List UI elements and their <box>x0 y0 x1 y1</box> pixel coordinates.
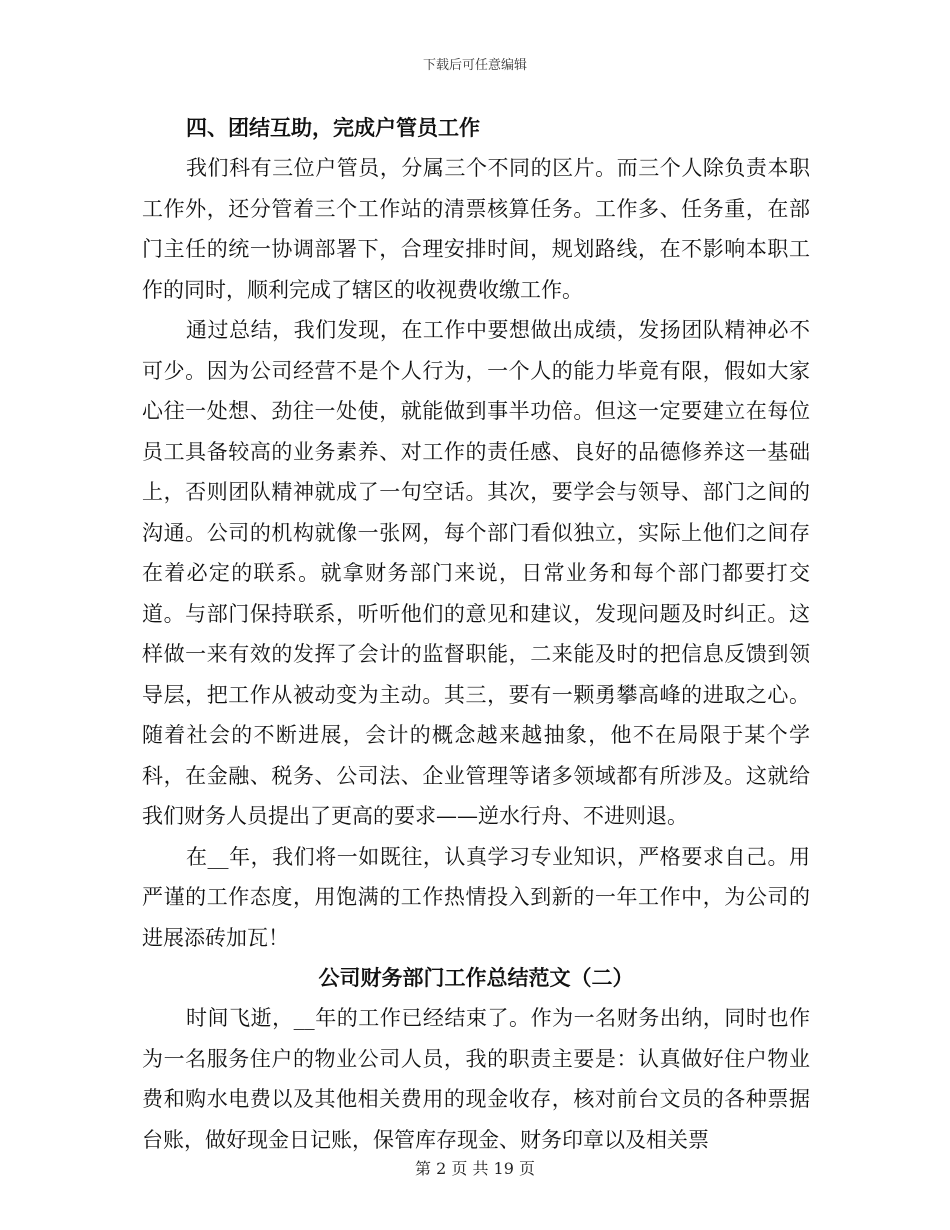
paragraph: 时间飞逝，__年的工作已经结束了。作为一名财务出纳，同时也作为一名服务住户的物业公司人员，我的职责主要是：认真做好住户物业费和购水电费以及其他相关费用的现金收存，核对前台文员的各种票据台账，做好现金日记账，保管库存现金、财务印章以及相关票 <box>142 1006 810 1152</box>
section-title: 公司财务部门工作总结范文（二） <box>318 965 634 990</box>
page-header-note: 下载后可任意编辑 <box>422 58 527 73</box>
paragraph: 在__年，我们将一如既往，认真学习专业知识，严格要求自己。用严谨的工作态度，用饱满的工作热情投入到新的一年工作中，为公司的进展添砖加瓦！ <box>142 844 810 950</box>
section-heading: 四、团结互助，完成户管员工作 <box>186 115 480 140</box>
paragraph: 我们科有三位户管员，分属三个不同的区片。而三个人除负责本职工作外，还分管着三个工作站的清票核算任务。工作多、任务重，在部门主任的统一协调部署下，合理安排时间，规划路线，在不影响本职工作的同时，顺利完成了辖区的收视费收缴工作。 <box>142 156 810 302</box>
page-number: 第 2 页 共 19 页 <box>415 1159 535 1178</box>
document-body <box>142 108 810 1160</box>
paragraph: 通过总结，我们发现，在工作中要想做出成绩，发扬团队精神必不可少。因为公司经营不是个人行为，一个人的能力毕竟有限，假如大家心往一处想、劲往一处使，就能做到事半功倍。但这一定要建立在每位员工具备较高的业务素养、对工作的责任感、良好的品德修养这一基础上，否则团队精神就成了一句空话。其次，要学会与领导、部门之间的沟通。公司的机构就像一张网，每个部门看似独立，实际上他们之间存在着必定的联系。就拿财务部门来说，日常业务和每个部门都要打交道。与部门保持联系，听听他们的意见和建议，发现问题及时纠正。这样做一来有效的发挥了会计的监督职能，二来能及时的把信息反馈到领导层，把工作从被动变为主动。其三，要有一颗勇攀高峰的进取之心。随着社会的不断进展，会计的概念越来越抽象，他不在局限于某个学科，在金融、税务、公司法、企业管理等诸多领域都有所涉及。这就给我们财务人员提出了更高的要求——逆水行舟、不进则退。 <box>142 318 810 828</box>
